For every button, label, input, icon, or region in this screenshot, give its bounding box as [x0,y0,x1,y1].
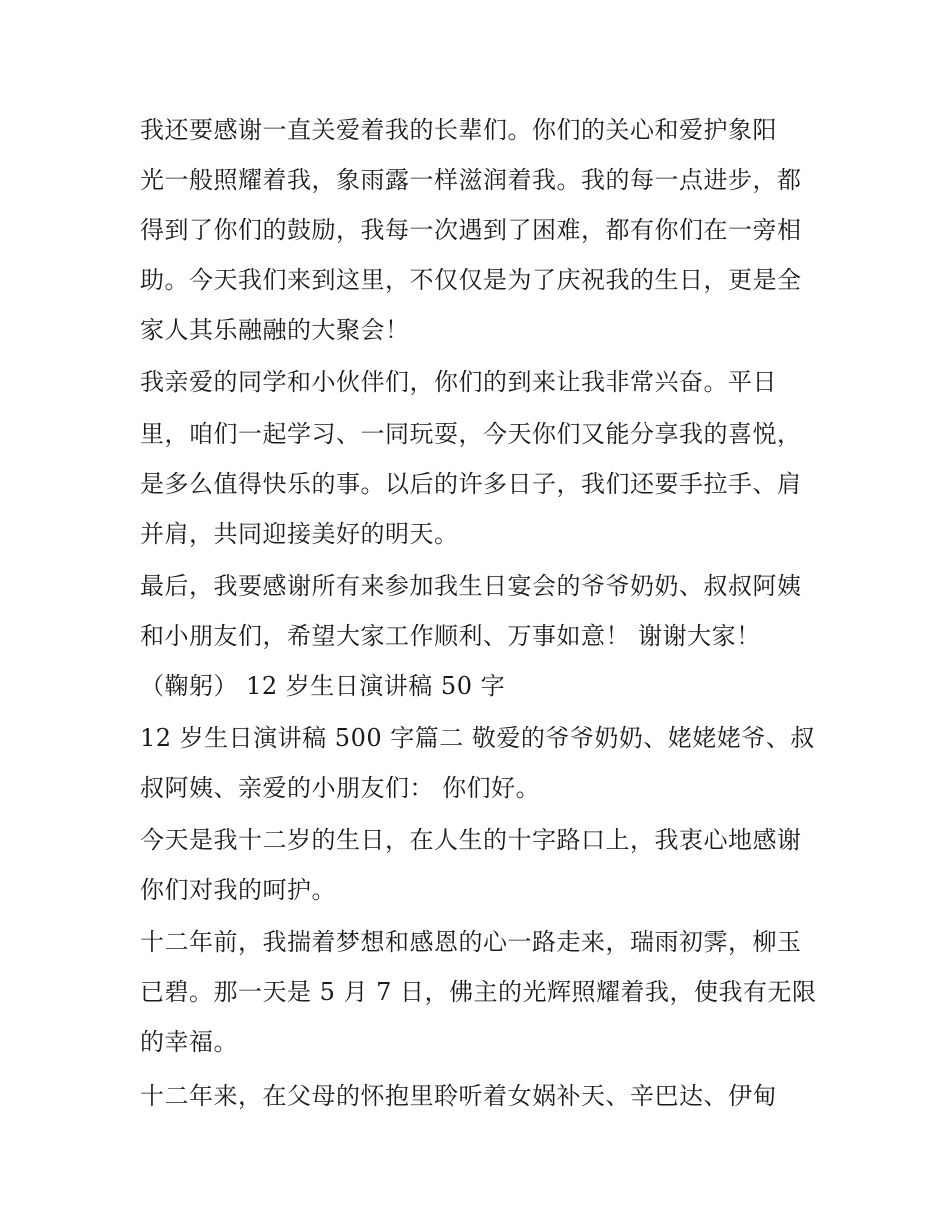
text-line: 叔阿姨、亲爱的小朋友们： 你们好。 [140,774,541,802]
text-line: 十二年前，我揣着梦想和感恩的心一路走来，瑞雨初霁，柳玉 [140,928,802,956]
text-line: 和小朋友们，希望大家工作顺利、万事如意！ 谢谢大家！ [140,622,761,650]
text-line: 今天是我十二岁的生日，在人生的十字路口上，我衷心地感谢 [140,826,802,854]
text-line: 里，咱们一起学习、一同玩耍，今天你们又能分享我的喜悦， [140,420,802,448]
text-line: 助。今天我们来到这里，不仅仅是为了庆祝我的生日，更是全 [140,266,802,294]
text-line: 12 岁生日演讲稿 500 字篇二 敬爱的爷爷奶奶、姥姥姥爷、叔 [140,724,815,752]
text-line: 我亲爱的同学和小伙伴们，你们的到来让我非常兴奋。平日 [140,368,777,396]
text-line: 我还要感谢一直关爱着我的长辈们。你们的关心和爱护象阳 [140,116,777,144]
text-line: 得到了你们的鼓励，我每一次遇到了困难，都有你们在一旁相 [140,216,802,244]
text-line: 家人其乐融融的大聚会！ [140,316,410,344]
text-line: 最后，我要感谢所有来参加我生日宴会的爷爷奶奶、叔叔阿姨 [140,572,802,600]
text-line: （鞠躬） 12 岁生日演讲稿 50 字 [140,672,506,700]
text-line: 已碧。那一天是 5 月 7 日，佛主的光辉照耀着我，使我有无限 [140,978,817,1006]
text-line: 你们对我的呵护。 [140,876,336,904]
text-line: 并肩，共同迎接美好的明天。 [140,520,459,548]
text-line: 是多么值得快乐的事。以后的许多日子，我们还要手拉手、肩 [140,470,802,498]
text-line: 十二年来，在父母的怀抱里聆听着女娲补天、辛巴达、伊甸 [140,1082,777,1110]
text-line: 光一般照耀着我，象雨露一样滋润着我。我的每一点进步，都 [140,166,802,194]
text-line: 的幸福。 [140,1028,238,1056]
